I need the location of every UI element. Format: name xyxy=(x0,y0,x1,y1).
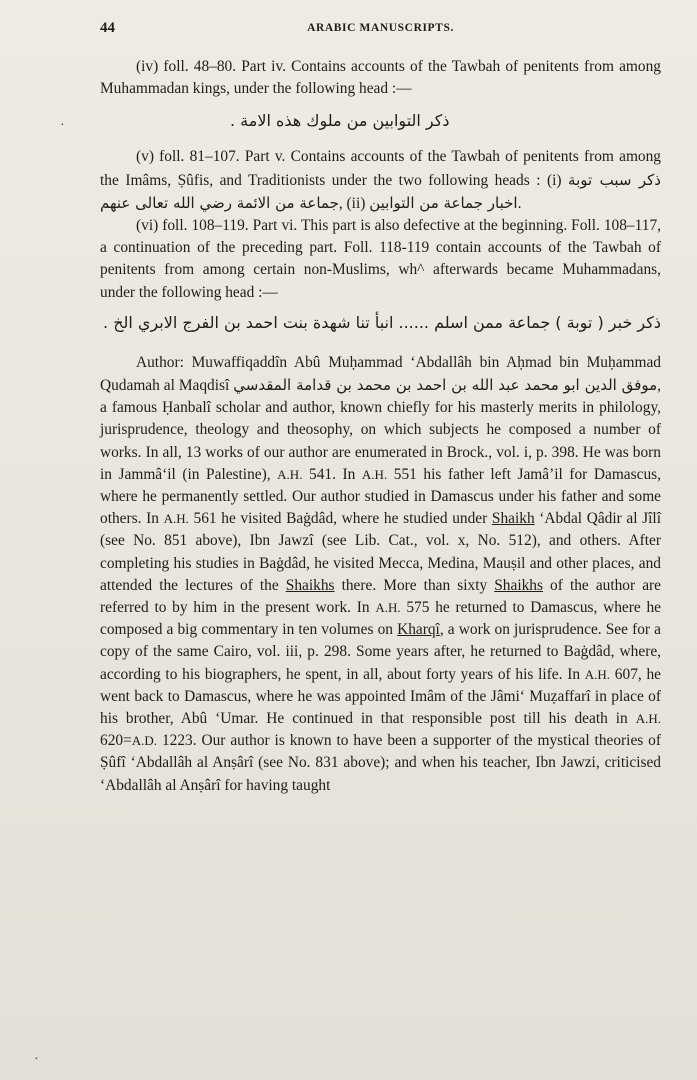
author-text: ‘Abdal Qâdir al Jîlî (see No. 851 above), Ibn Jawzî (see Lib. Cat., vol. x, No. 512), and others. After completing his studies in Baġdâd, he visited Mecca, Medina, Mauṣil and other places, and attended the lectures of the xyxy=(100,510,661,594)
page-header xyxy=(100,20,661,42)
author-text: 551 his father left Jamâ’il for Damascus, where he permanently settled. Our author studied in Damascus under his father and some others. In xyxy=(100,465,661,528)
era-abbreviation: A.H. xyxy=(361,466,388,482)
author-text: 575 he returned to Damascus, where he composed a big commentary in ten volumes on xyxy=(100,599,661,639)
author-text: , a work on jurisprudence. See for a copy of the same Cairo, vol. iii, p. 298. Some years after, he returned to Baġdâd, where, according to his biographers, he spent, in all, about forty years of his life. In xyxy=(100,621,661,683)
section-iv-arabic-heading: ذكر التوابين من ملوك هذه الامة . xyxy=(230,111,450,131)
section-v-arabic-heading-2: اخبار جماعة من التوابين xyxy=(369,193,518,212)
era-abbreviation: A.D. xyxy=(131,733,158,749)
author-text: 620= xyxy=(100,732,132,750)
author-text: there. More than sixty xyxy=(334,576,495,594)
section-vi-arabic-heading: ذكر خبر ( توبة ) جماعة ممن اسلم ...... انبأ تنا شهدة بنت احمد بن الفرج الابري الخ . xyxy=(103,312,661,332)
page-number: 44 xyxy=(100,20,115,36)
page-body xyxy=(100,56,661,797)
transliterated-term: Shaikhs xyxy=(285,576,335,594)
era-abbreviation: A.H. xyxy=(277,466,303,482)
author-text: 541. In xyxy=(302,465,362,483)
era-abbreviation: A.H. xyxy=(635,711,661,727)
section-v-arabic-heading-1: ذكر سبب توبة جماعة من الائمة رضي الله تعالى عنهم xyxy=(100,170,661,212)
era-abbreviation: A.H. xyxy=(584,666,611,682)
author-paragraph xyxy=(100,352,661,797)
margin-mark: · xyxy=(60,118,65,133)
transliterated-term: Shaikhs xyxy=(494,576,543,594)
section-v-text-before: (v) foll. 81–107. Part v. Contains accounts of the Tawbah of penitents from among the Imâms, Ṣûfis, and Traditionists under the two following heads : (i) xyxy=(100,148,661,189)
transliterated-term: Shaikh xyxy=(491,510,535,528)
section-v-text-mid: , (ii) xyxy=(338,194,370,212)
author-text: , a famous Ḥanbalî scholar and author, known chiefly for his masterly merits in philology, jurisprudence, theology and theosophy, on which subjects he composed a number of works. In all, 13 works of our author are enumerated in Brock., vol. i, p. 398. He was born in Jammâ‘il (in Palestine), xyxy=(100,377,662,483)
author-text: of the author are referred to by him in the present work. In xyxy=(100,576,661,617)
section-vi-paragraph: (vi) foll. 108–119. Part vi. This part is also defective at the beginning. Foll. 108–117, a continuation of the preceding part. Foll. 118-119 contain accounts of the Tawbah of penitents from among certain non-Muslims, wh^ afterwards became Muhammadans, under the following head :— xyxy=(100,217,661,301)
running-title: ARABIC MANUSCRIPTS. xyxy=(307,22,454,34)
margin-mark: · xyxy=(34,1052,39,1067)
author-text: 1223. Our author is known to have been a supporter of the mystical theories of Ṣûfî ‘Abdallâh al Anṣârî (see No. 831 above); and when his teacher, Ibn Jawzi, criticised ‘Abdallâh al Anṣârî for having taught xyxy=(100,732,661,794)
author-text: 607, he went back to Damascus, where he was appointed Imâm of the Jâmi‘ Muẓaffarî in place of his brother, Abû ‘Umar. He continued in that responsible post till his death in xyxy=(100,665,661,728)
transliterated-term: Kharqî xyxy=(397,621,440,639)
author-text: Author: Muwaffiqaddîn Abû Muḥammad ‘Abdallâh bin Aḥmad bin Muḥammad Qudamah al Maqdisî xyxy=(100,353,661,395)
era-abbreviation: A.H. xyxy=(375,600,401,616)
author-text: 561 he visited Baġdâd, where he studied under xyxy=(188,510,492,528)
section-v-text-after: . xyxy=(517,194,522,212)
author-arabic-name: موفق الدين ابو محمد عبد الله بن احمد بن محمد بن قدامة المقدسي xyxy=(233,376,658,395)
section-v-paragraph xyxy=(100,146,661,215)
era-abbreviation: A.H. xyxy=(163,511,189,527)
section-iv-paragraph: (iv) foll. 48–80. Part iv. Contains accounts of the Tawbah of penitents from among Muhammadan kings, under the following head :— xyxy=(100,58,661,98)
